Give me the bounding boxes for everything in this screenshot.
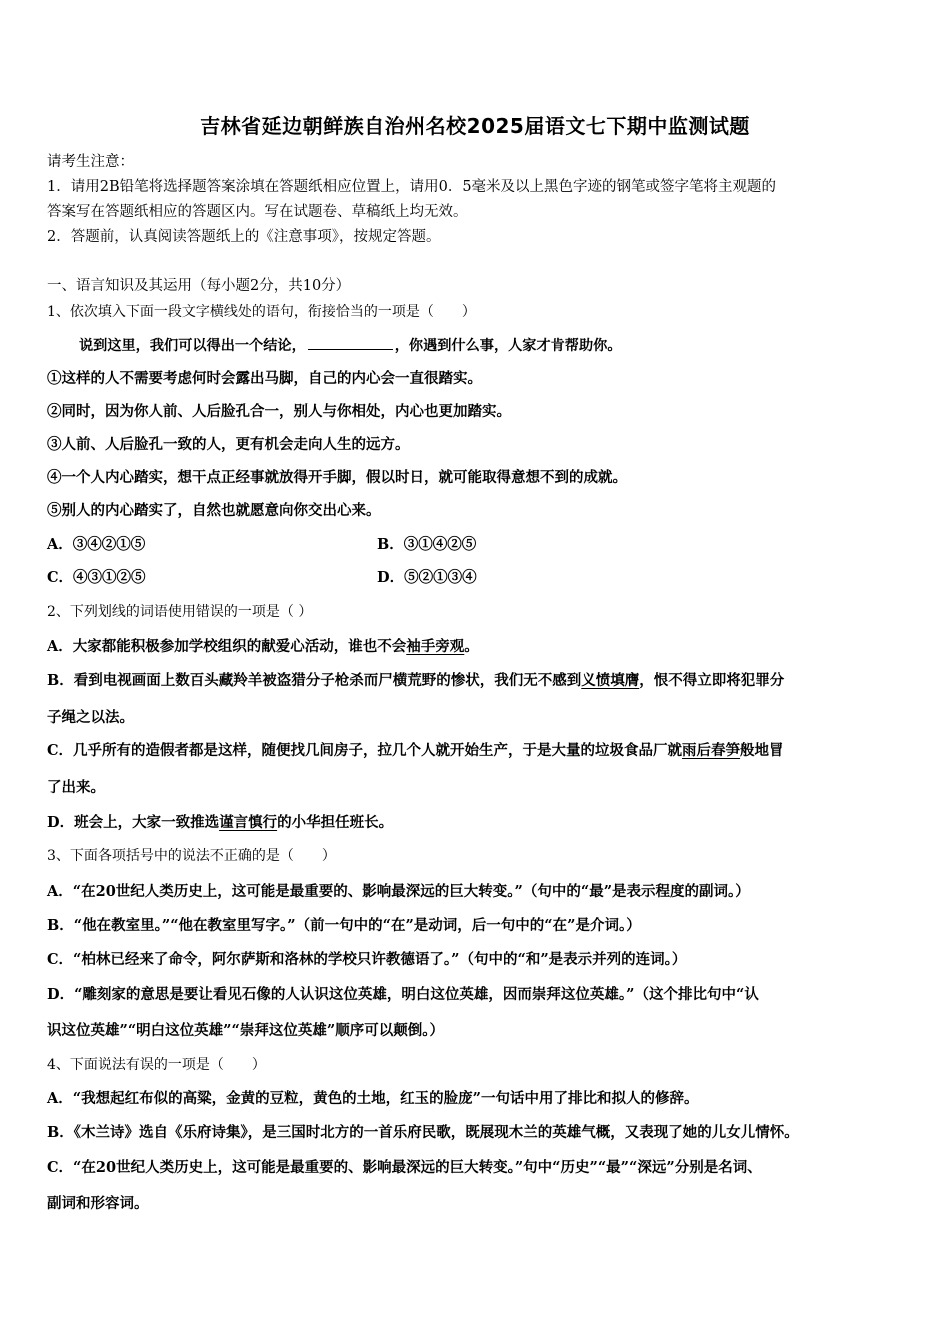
option-text: 大家都能积极参加学校组织的献爱心活动，谁也不会 [72, 638, 407, 655]
option-c-continued: 副词和形容词。 [47, 1195, 149, 1212]
option-d [47, 813, 917, 833]
option-text: 般地冒 [740, 742, 784, 759]
page-title: 吉林省延边朝鲜族自治州名校2025届语文七下期中监测试题 [200, 114, 750, 138]
option-label: C． [47, 569, 74, 586]
option-label: A． [47, 536, 73, 553]
option-a [47, 1089, 917, 1109]
underlined-word: 雨后春笋 [682, 742, 741, 759]
option-label: A． [47, 883, 73, 900]
option-text: ③④②①⑤ [72, 536, 146, 553]
option-label: B． [47, 1124, 74, 1141]
option-text: “他在教室里。”“他在教室里写字。”（前一句中的“在”是动词，后一句中的“在”是介词。） [73, 917, 641, 934]
option-d [377, 568, 477, 588]
sentence: ③人前、人后脸孔一致的人，更有机会走向人生的远方。 [47, 436, 410, 453]
notice-item: 1．请用2B铅笔将选择题答案涂填在答题纸相应位置上，请用0．5毫米及以上黑色字迹的钢笔或签字笔将主观题的 [47, 179, 777, 195]
option-label: B． [47, 672, 74, 689]
underlined-word: 袖手旁观 [406, 638, 465, 655]
underlined-word: 义愤填膺 [581, 672, 640, 689]
fill-blank [308, 335, 393, 350]
option-c-continued: 了出来。 [47, 779, 105, 796]
question-stem: 1、依次填入下面一段文字横线处的语句，衔接恰当的一项是（ ） [47, 304, 476, 320]
option-label: C． [47, 951, 74, 968]
notice-item: 答案写在答题纸相应的答题区内。写在试题卷、草稿纸上均无效。 [47, 204, 468, 220]
option-d-continued: 识这位英雄”“明白这位英雄”“崇拜这位英雄”顺序可以颠倒。） [47, 1022, 444, 1039]
notice-item: 2．答题前，认真阅读答题纸上的《注意事项》，按规定答题。 [47, 229, 441, 245]
option-label: D． [47, 814, 75, 831]
question-stem: 3、下面各项括号中的说法不正确的是（ ） [47, 848, 336, 864]
option-label: C． [47, 1159, 74, 1176]
question-passage [79, 335, 949, 356]
option-text: ③①④②⑤ [403, 536, 477, 553]
option-b [47, 1123, 917, 1143]
option-text: “在20世纪人类历史上，这可能是最重要的、影响最深远的巨大转变。”句中“历史”“最”“深远”分别是名词、 [73, 1159, 762, 1176]
option-b-continued: 子绳之以法。 [47, 709, 134, 726]
option-label: D． [377, 569, 405, 586]
option-text: “柏林已经来了命令，阿尔萨斯和洛林的学校只许教德语了。”（句中的“和”是表示并列的连词。） [73, 951, 687, 968]
option-label: C． [47, 742, 74, 759]
option-b [47, 916, 917, 936]
option-label: B． [377, 536, 404, 553]
option-a [47, 882, 917, 902]
question-stem: 4、下面说法有误的一项是（ ） [47, 1057, 266, 1073]
option-c [47, 741, 917, 761]
option-label: A． [47, 1090, 73, 1107]
notice-heading: 请考生注意： [47, 154, 134, 170]
option-text: 看到电视画面上数百头藏羚羊被盗猎分子枪杀而尸横荒野的惨状，我们无不感到 [73, 672, 582, 689]
option-row [47, 535, 917, 555]
option-label: B． [47, 917, 74, 934]
option-label: A． [47, 638, 73, 655]
underlined-word: 谨言慎行 [219, 814, 278, 831]
option-row [47, 568, 917, 588]
option-b [377, 535, 476, 555]
option-text: 几乎所有的造假者都是这样，随便找几间房子，拉几个人就开始生产，于是大量的垃圾食品厂就 [73, 742, 683, 759]
option-d [47, 985, 917, 1005]
option-text: 的小华担任班长。 [277, 814, 394, 831]
option-a [47, 637, 917, 657]
option-b [47, 671, 917, 691]
option-c [47, 1158, 917, 1178]
option-text: “我想起红布似的高粱，金黄的豆粒，黄色的土地，红玉的脸庞”一句话中用了排比和拟人的修辞。 [72, 1090, 699, 1107]
option-label: D． [47, 986, 75, 1003]
question-stem: 2、下列划线的词语使用错误的一项是（ ） [47, 604, 313, 620]
sentence: ⑤别人的内心踏实了，自然也就愿意向你交出心来。 [47, 502, 381, 519]
option-text: ④③①②⑤ [73, 569, 146, 586]
passage-text: 说到这里，我们可以得出一个结论， [79, 338, 306, 354]
option-text: “雕刻家的意思是要让看见石像的人认识这位英雄，明白这位英雄，因而崇拜这位英雄。”（这个排比句中“认 [74, 986, 759, 1003]
sentence: ④一个人内心踏实，想干点正经事就放得开手脚，假以时日，就可能取得意想不到的成就。 [47, 469, 627, 486]
option-text: ，恨不得立即将犯罪分 [639, 672, 785, 689]
option-text: “在20世纪人类历史上，这可能是最重要的、影响最深远的巨大转变。”（句中的“最”是表示程度的副词。） [72, 883, 750, 900]
option-text: 班会上，大家一致推选 [74, 814, 220, 831]
option-text: 《木兰诗》选自《乐府诗集》，是三国时北方的一首乐府民歌，既展现木兰的英雄气概，又表现了她的儿女儿情怀。 [73, 1124, 799, 1141]
sentence: ①这样的人不需要考虑何时会露出马脚，自己的内心会一直很踏实。 [47, 370, 482, 387]
option-text: ⑤②①③④ [404, 569, 477, 586]
sentence: ②同时，因为你人前、人后脸孔合一，别人与你相处，内心也更加踏实。 [47, 403, 511, 420]
option-c [47, 950, 917, 970]
option-text: 。 [464, 638, 479, 655]
passage-text: ，你遇到什么事，人家才肯帮助你。 [394, 338, 622, 354]
section-heading: 一、语言知识及其运用（每小题2分，共10分） [47, 278, 351, 294]
